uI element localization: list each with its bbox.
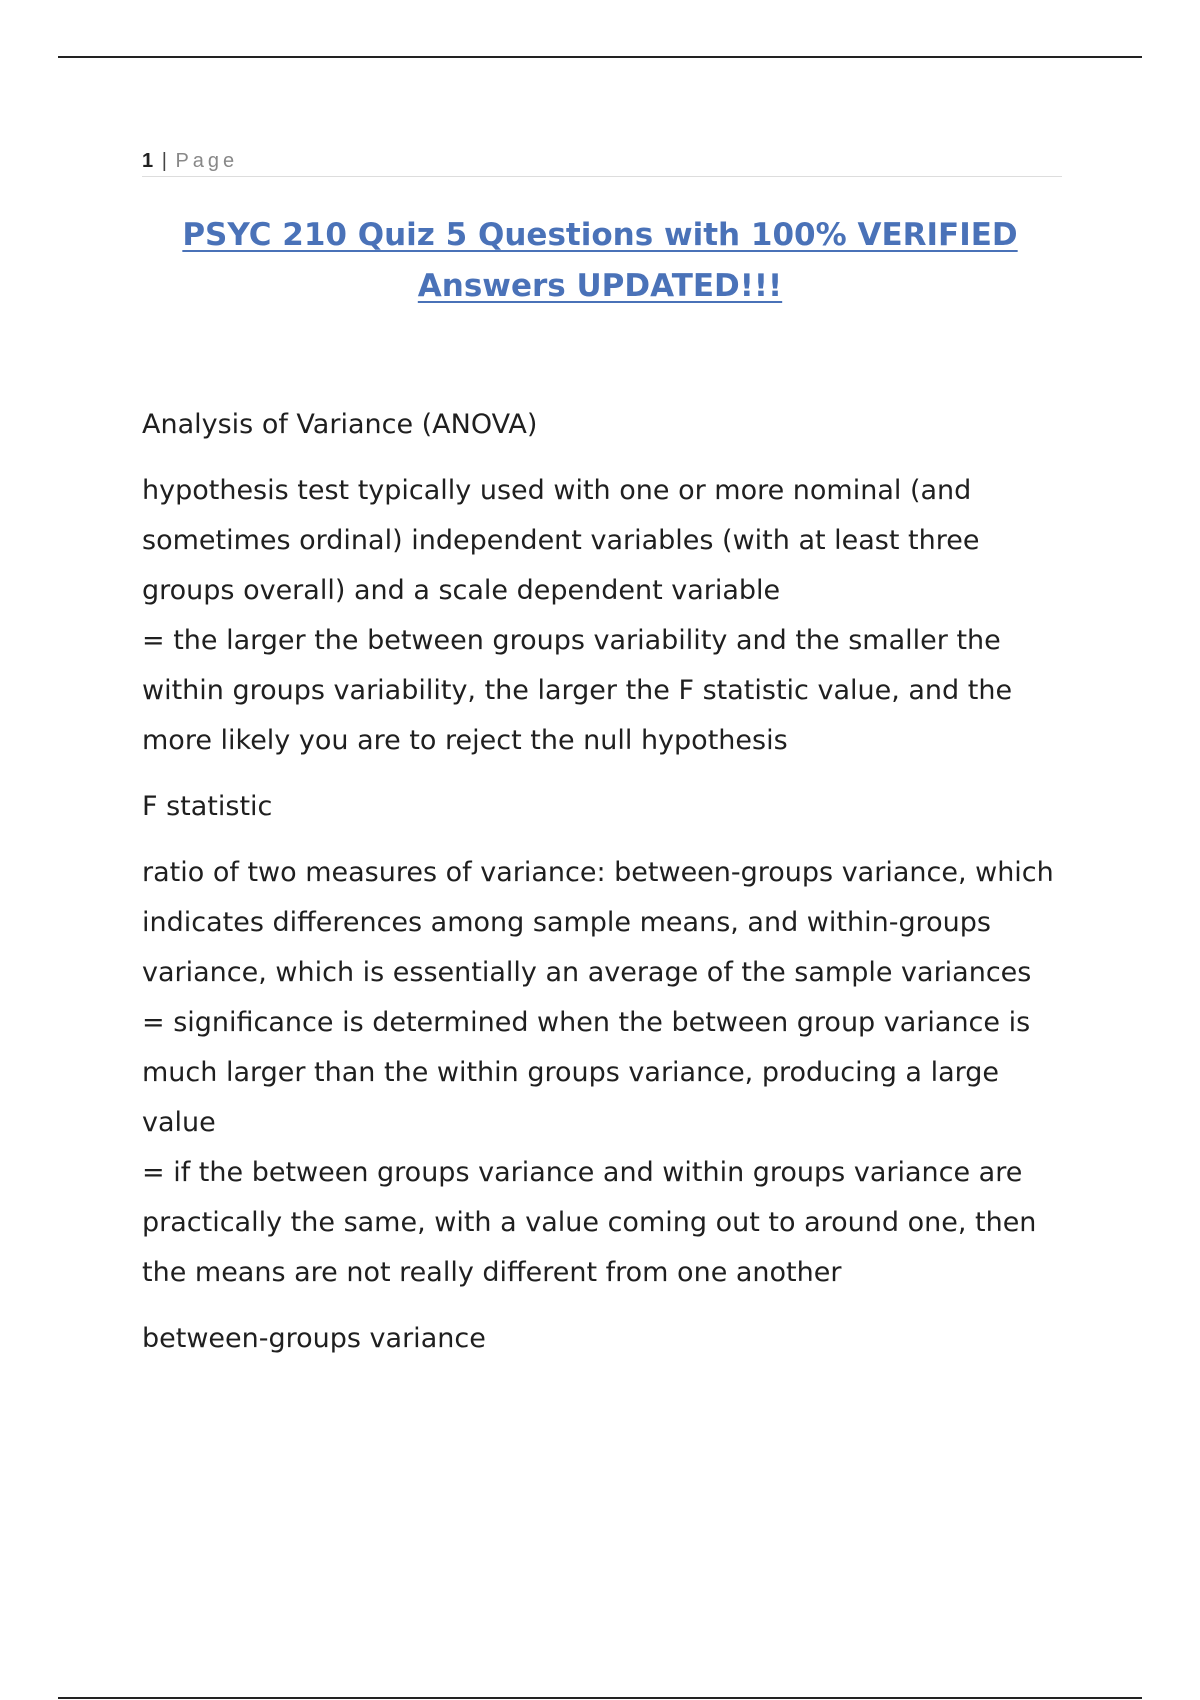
- definition-note: = if the between groups variance and within groups variance are practically the same, with a value coming out to around one, then the means are not really different from one another: [142, 1157, 1037, 1288]
- definition-note: = significance is determined when the between group variance is much larger than the within groups variance, producing a large value: [142, 1007, 1031, 1138]
- page-label: Page: [175, 150, 239, 172]
- title-line-1: PSYC 210 Quiz 5 Questions with 100% VERIFIED: [182, 217, 1018, 253]
- page-separator: |: [161, 150, 167, 172]
- term-heading: between-groups variance: [142, 1323, 486, 1354]
- definition-note: = the larger the between groups variability and the smaller the within groups variability, the larger the F statistic value, and the more likely you are to reject the null hypothesis: [142, 625, 1013, 756]
- page-header: [142, 146, 1062, 177]
- definition-text: ratio of two measures of variance: between-groups variance, which indicates differences among sample means, and within-groups variance, which is essentially an average of the sample variances: [142, 857, 1054, 988]
- definition-text: hypothesis test typically used with one or more nominal (and sometimes ordinal) independent variables (with at least three groups overall) and a scale dependent variable: [142, 475, 980, 606]
- term-definition: [142, 848, 1062, 1298]
- document-body: [142, 400, 1062, 1380]
- term-definition: [142, 466, 1062, 766]
- term-heading: Analysis of Variance (ANOVA): [142, 409, 538, 440]
- title-line-2: Answers UPDATED!!!: [417, 268, 783, 304]
- document-title: [150, 210, 1050, 312]
- page-number: 1: [142, 150, 154, 172]
- bottom-rule: [58, 1697, 1142, 1699]
- top-rule: [58, 56, 1142, 58]
- term-heading: F statistic: [142, 791, 273, 822]
